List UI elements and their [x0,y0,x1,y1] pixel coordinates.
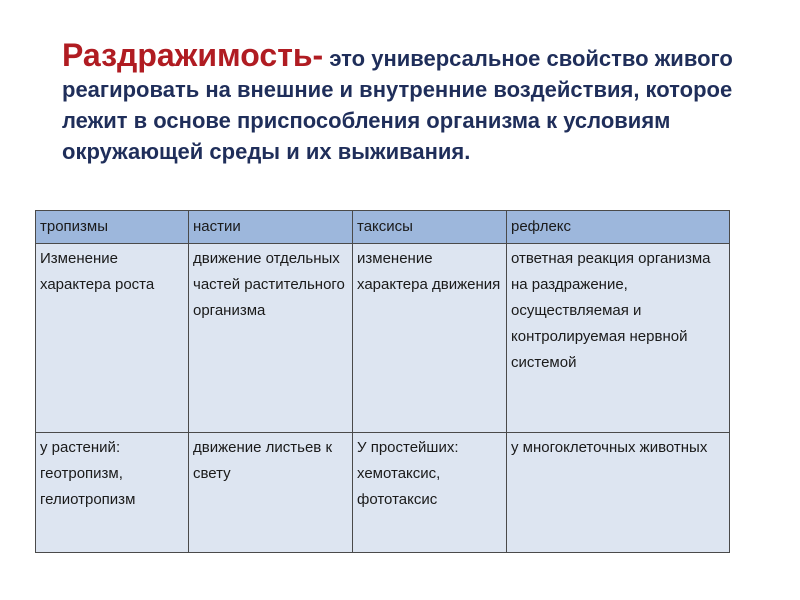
header-reflex: рефлекс [507,211,730,244]
header-taxes: таксисы [353,211,507,244]
cell-tropisms-definition: Изменение характера роста [36,244,189,433]
table-header-row [36,211,730,244]
cell-tropisms-examples: у растений: геотропизм, гелиотропизм [36,433,189,553]
cell-nastic-examples: движение листьев к свету [189,433,353,553]
term-title: Раздражимость- [62,37,324,73]
cell-reflex-examples: у многоклеточных животных [507,433,730,553]
table-row [36,433,730,553]
cell-taxes-examples: У простейших: хемотаксис, фототаксис [353,433,507,553]
cell-reflex-definition: ответная реакция организма на раздражение, осуществляемая и контролируемая нервной системой [507,244,730,433]
irritability-table [35,210,730,553]
definition-heading [62,37,752,167]
header-nastic: настии [189,211,353,244]
header-tropisms: тропизмы [36,211,189,244]
cell-nastic-definition: движение отдельных частей растительного организма [189,244,353,433]
table-row [36,244,730,433]
definition-text: это универсальное свойство живого реагировать на внешние и внутренние воздействия, которое лежит в основе приспособления организма к условиям окружающей среды и их выживания. [62,46,733,164]
cell-taxes-definition: изменение характера движения [353,244,507,433]
